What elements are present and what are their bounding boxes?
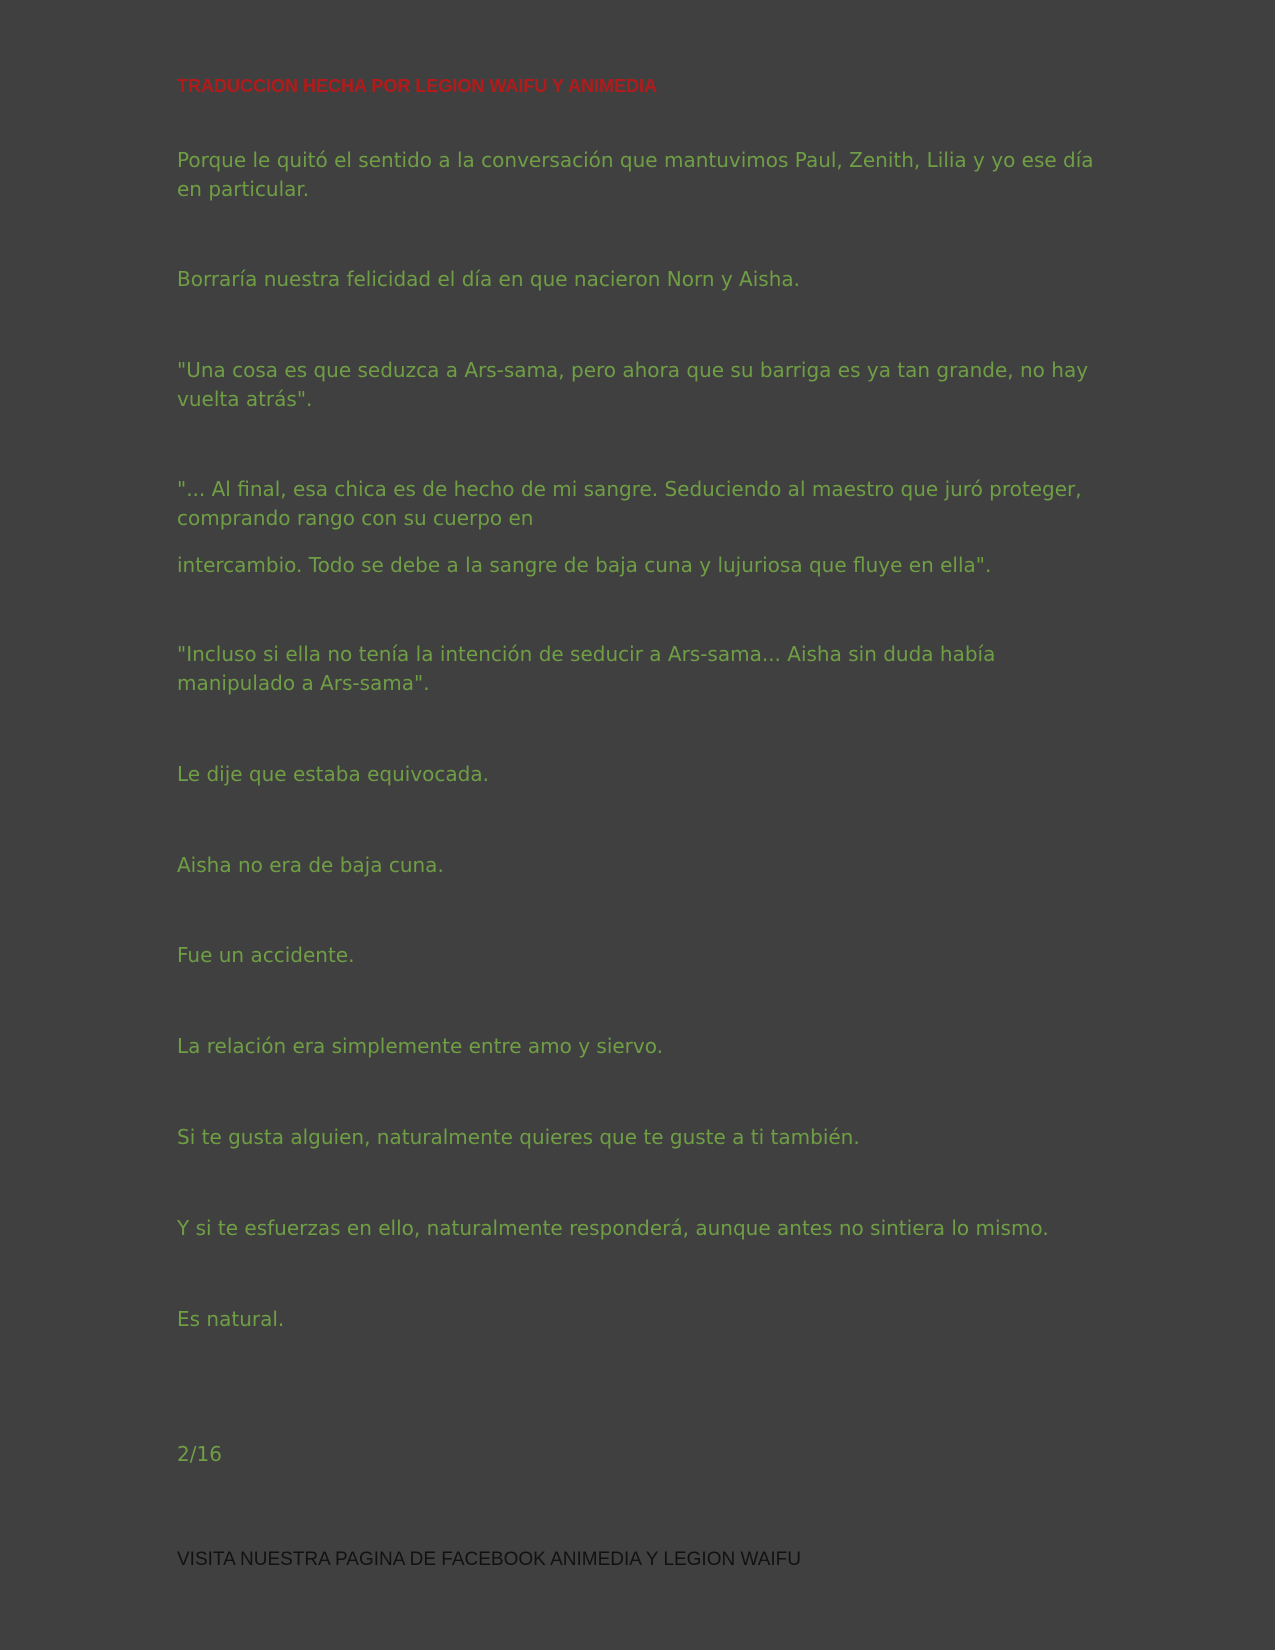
- paragraph: Porque le quitó el sentido a la conversación que mantuvimos Paul, Zenith, Lilia y yo ese día en particular.: [177, 148, 1094, 201]
- document-page: [177, 0, 1117, 1650]
- paragraph: Le dije que estaba equivocada.: [177, 762, 489, 786]
- paragraph: "... Al final, esa chica es de hecho de mi sangre. Seduciendo al maestro que juró proteger, comprando rango con su cuerpo en: [177, 477, 1082, 530]
- translation-credit-header: TRADUCCION HECHA POR LEGION WAIFU Y ANIMEDIA: [177, 76, 658, 96]
- page-number: 2/16: [177, 1442, 222, 1466]
- facebook-footer-note: VISITA NUESTRA PAGINA DE FACEBOOK ANIMEDIA Y LEGION WAIFU: [177, 1549, 801, 1570]
- paragraph: Y si te esfuerzas en ello, naturalmente responderá, aunque antes no sintiera lo mismo.: [177, 1216, 1049, 1240]
- paragraph: Fue un accidente.: [177, 943, 355, 967]
- paragraph: intercambio. Todo se debe a la sangre de baja cuna y lujuriosa que fluye en ella".: [177, 553, 992, 577]
- paragraph: Aisha no era de baja cuna.: [177, 853, 444, 877]
- paragraph: Es natural.: [177, 1307, 285, 1331]
- paragraph: Si te gusta alguien, naturalmente quieres que te guste a ti también.: [177, 1125, 860, 1149]
- paragraph: "Incluso si ella no tenía la intención de seducir a Ars-sama... Aisha sin duda había manipulado a Ars-sama".: [177, 642, 996, 695]
- paragraph: "Una cosa es que seduzca a Ars-sama, pero ahora que su barriga es ya tan grande, no hay vuelta atrás".: [177, 358, 1089, 411]
- paragraph: La relación era simplemente entre amo y siervo.: [177, 1034, 663, 1058]
- paragraph: Borraría nuestra felicidad el día en que nacieron Norn y Aisha.: [177, 267, 801, 291]
